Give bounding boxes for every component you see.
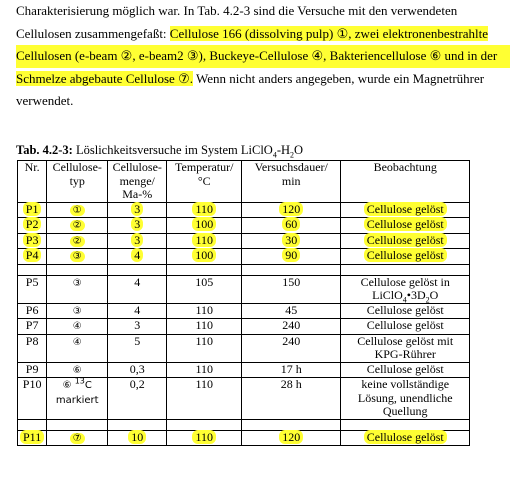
cell-typ-text: ③	[70, 251, 85, 262]
cell-menge-text: 4	[134, 274, 141, 289]
cell-typ-text: ④	[72, 336, 82, 348]
cell-nr	[18, 430, 47, 446]
cell-nr	[18, 249, 47, 265]
cell-beob-text: Cellulose gelöst	[366, 318, 444, 332]
cell-temp-text: 105	[195, 274, 214, 289]
table-row	[18, 202, 470, 218]
cell-beob-text: Cellulose gelöst	[364, 233, 447, 247]
cell-dauer-text: 240	[282, 318, 301, 332]
cell-nr	[18, 334, 47, 362]
table-header-row	[18, 161, 470, 203]
cell-typ	[47, 319, 108, 335]
cell-nr-text: P8	[25, 333, 39, 348]
cell-beob	[341, 275, 470, 303]
cell-typ	[47, 378, 108, 420]
table-row	[18, 249, 470, 265]
cell-typ	[47, 202, 108, 218]
cell-temp	[167, 334, 242, 362]
cell-menge-text: 4	[134, 302, 141, 317]
cell-menge	[108, 218, 167, 234]
cell-menge	[108, 334, 167, 362]
cell-nr-text: P11	[20, 430, 44, 444]
cell-dauer	[242, 378, 341, 420]
header-temp: Temperatur/ °C	[167, 161, 242, 203]
cell-menge	[108, 430, 167, 446]
header-dauer: Versuchsdauer/ min	[242, 161, 341, 203]
cell-nr	[18, 319, 47, 335]
cell-typ-text: ②	[70, 236, 85, 247]
cell-temp	[167, 303, 242, 319]
cell-temp-text: 110	[195, 377, 214, 391]
caption-label: Tab. 4.2-3:	[16, 143, 73, 157]
cell-beob-text: Cellulose gelöst	[364, 202, 447, 216]
cell-temp-text: 110	[192, 202, 216, 216]
cell-dauer-text: 150	[282, 274, 301, 289]
cell-menge	[108, 202, 167, 218]
cell-menge	[108, 233, 167, 249]
cell-dauer	[242, 362, 341, 378]
cell-temp	[167, 362, 242, 378]
paragraph-line-2	[16, 23, 510, 46]
cell-beob	[341, 362, 470, 378]
cell-nr-text: P6	[25, 302, 39, 317]
cell-nr-text: P4	[23, 248, 42, 262]
cell-beob	[341, 430, 470, 446]
cell-typ-text: ④	[72, 321, 82, 332]
table-row	[18, 430, 470, 446]
cell-typ	[47, 275, 108, 303]
cell-temp	[167, 202, 242, 218]
cell-typ-text: ⑥	[72, 364, 82, 376]
cell-temp-text: 110	[192, 233, 216, 247]
cell-temp-text: 100	[192, 217, 216, 231]
cell-menge-text: 3	[131, 217, 143, 231]
cell-typ-text: ③	[72, 277, 82, 289]
cell-nr-text: P1	[23, 202, 42, 216]
cell-beob-text: Cellulose gelöst mit KPG-Rührer	[357, 333, 454, 361]
cell-menge	[108, 319, 167, 335]
cell-temp-text: 110	[195, 361, 214, 376]
cell-beob-text: Cellulose gelöst	[364, 248, 447, 262]
cell-menge-text: 3	[134, 318, 141, 332]
cell-menge-text: 5	[134, 333, 141, 348]
cell-temp-text: 110	[195, 318, 214, 332]
table-row	[18, 334, 470, 362]
cell-temp	[167, 319, 242, 335]
cell-dauer	[242, 233, 341, 249]
cell-nr	[18, 233, 47, 249]
cell-temp-text: 110	[192, 430, 216, 444]
cell-typ	[47, 334, 108, 362]
cell-nr-text: P2	[23, 217, 42, 231]
cell-beob-text: keine vollständige Lösung, unendliche Quellung	[357, 377, 453, 418]
paragraph-line-1: Charakterisierung möglich war. In Tab. 4.2-3 sind die Versuche mit den verwendeten	[16, 3, 458, 18]
cell-beob	[341, 334, 470, 362]
cell-typ-text: ⑦	[70, 433, 85, 444]
cell-nr-text: P10	[22, 377, 42, 391]
cell-menge-text: 10	[128, 430, 146, 444]
cell-dauer	[242, 249, 341, 265]
cell-nr-text: P5	[25, 274, 39, 289]
cell-beob-text: Cellulose gelöst	[366, 361, 444, 376]
highlight-cellulose-list: Cellulose 166 (dissolving pulp) ①, zwei elektronenbestrahlte	[169, 25, 488, 41]
paragraph-line-3: Cellulosen (e-beam ②, e-beam2 ③), Buckeye-Cellulose ④, Bakteriencellulose ⑥ und in der	[16, 45, 510, 68]
cell-beob-text: Cellulose gelöst	[364, 430, 447, 444]
cell-nr	[18, 202, 47, 218]
cell-nr	[18, 303, 47, 319]
paragraph-line-2-start: Cellulosen zusammengefaßt:	[16, 25, 170, 41]
cell-beob-text: Cellulose gelöst	[366, 302, 444, 317]
cell-beob	[341, 319, 470, 335]
cell-temp	[167, 218, 242, 234]
cell-menge-text: 0,2	[129, 377, 145, 391]
cell-menge	[108, 275, 167, 303]
caption-text: Löslichkeitsversuche im System $LiClO_4-H_2O$	[72, 143, 304, 160]
cell-nr-text: P9	[25, 361, 39, 376]
cell-dauer-text: 120	[279, 202, 303, 216]
cell-temp-text: 110	[195, 333, 214, 348]
cell-dauer	[242, 430, 341, 446]
table-row	[18, 218, 470, 234]
table-caption	[16, 143, 303, 158]
cell-menge	[108, 378, 167, 420]
cell-dauer	[242, 319, 341, 335]
cell-typ	[47, 249, 108, 265]
cell-typ-text: ②	[70, 220, 85, 231]
cell-temp	[167, 430, 242, 446]
table-row	[18, 275, 470, 303]
cell-temp	[167, 275, 242, 303]
cell-menge-text: 3	[131, 202, 143, 216]
cell-beob-text: Cellulose gelöst in $LiClO_4•3D_2O$	[360, 274, 450, 305]
cell-typ-text: ③	[72, 305, 82, 317]
cell-dauer-text: 17 h	[280, 361, 302, 376]
cell-temp	[167, 378, 242, 420]
header-typ: Cellulose-typ	[47, 161, 108, 203]
header-menge: Cellulose-menge/ Ma-%	[108, 161, 167, 203]
cell-dauer	[242, 202, 341, 218]
cell-beob	[341, 303, 470, 319]
cell-typ	[47, 430, 108, 446]
cell-dauer-text: 90	[282, 248, 300, 262]
highlight-melt-cellulose: Schmelze abgebaute Cellulose ⑦.	[16, 70, 193, 86]
cell-temp-text: 110	[195, 302, 214, 317]
cell-menge	[108, 303, 167, 319]
cell-nr	[18, 378, 47, 420]
cell-nr	[18, 362, 47, 378]
cell-nr	[18, 275, 47, 303]
spacer-row	[18, 264, 470, 275]
cell-typ-text: ⑥ $^{13}$C markiert	[55, 376, 99, 406]
cell-dauer	[242, 334, 341, 362]
table-row	[18, 362, 470, 378]
cell-dauer	[242, 303, 341, 319]
cell-nr-text: P7	[25, 318, 39, 332]
cell-dauer-text: 30	[282, 233, 300, 247]
cell-temp	[167, 249, 242, 265]
cell-temp	[167, 233, 242, 249]
cell-menge-text: 0,3	[129, 361, 145, 376]
cell-beob	[341, 378, 470, 420]
cell-dauer	[242, 218, 341, 234]
cell-dauer-text: 60	[282, 217, 300, 231]
cell-menge	[108, 362, 167, 378]
spacer-row	[18, 419, 470, 430]
table-row	[18, 233, 470, 249]
cell-typ	[47, 218, 108, 234]
cell-menge-text: 3	[131, 233, 143, 247]
header-nr: Nr.	[18, 161, 47, 203]
cell-typ-text: ①	[70, 205, 85, 216]
paragraph-line-4-end: Wenn nicht anders angegeben, wurde ein Magnetrührer	[193, 70, 485, 86]
cell-dauer-text: 28 h	[280, 377, 302, 391]
cell-beob-text: Cellulose gelöst	[364, 217, 447, 231]
cell-dauer	[242, 275, 341, 303]
table-row	[18, 303, 470, 319]
cell-menge	[108, 249, 167, 265]
cell-typ	[47, 303, 108, 319]
header-beob: Beobachtung	[341, 161, 470, 203]
body-paragraph	[16, 0, 510, 113]
table-row	[18, 319, 470, 335]
cell-beob	[341, 233, 470, 249]
cell-nr	[18, 218, 47, 234]
cell-dauer-text: 120	[279, 430, 303, 444]
cell-beob	[341, 218, 470, 234]
table-row	[18, 378, 470, 420]
cell-nr-text: P3	[23, 233, 42, 247]
paragraph-line-4	[16, 68, 510, 91]
paragraph-line-5: verwendet.	[16, 93, 74, 108]
cell-dauer-text: 45	[285, 302, 298, 317]
cell-typ	[47, 362, 108, 378]
cell-menge-text: 4	[131, 248, 143, 262]
cell-temp-text: 100	[192, 248, 216, 262]
cell-dauer-text: 240	[282, 333, 301, 348]
solubility-table	[17, 160, 470, 446]
cell-beob	[341, 202, 470, 218]
cell-typ	[47, 233, 108, 249]
cell-beob	[341, 249, 470, 265]
